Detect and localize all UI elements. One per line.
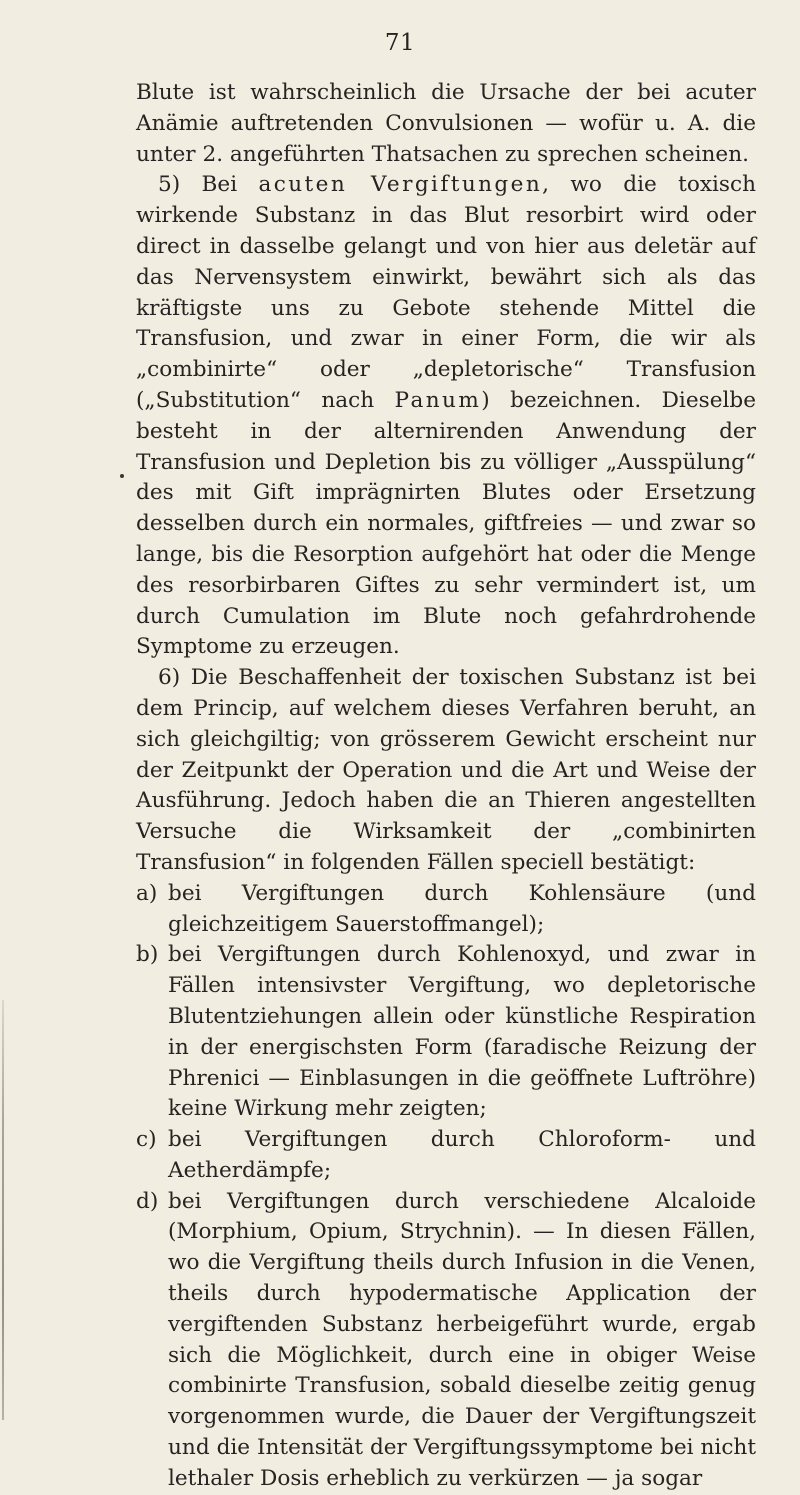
author-name-panum: Panum bbox=[394, 387, 482, 413]
paragraph-5 bbox=[136, 170, 756, 663]
list-text-a: bei Vergiftungen durch Kohlensäure (und gleichzeitigem Sauerstoffmangel); bbox=[168, 880, 756, 937]
paragraph-5-text-b: ) bezeichnen. Dieselbe besteht in der alternirenden Anwendung der Transfusion und Depletion bis zu völliger „Ausspülung“ des mit Gift imprägnirten Blutes oder Ersetzung desselben durch ein normales, giftfreies — und zwar so lange, bis die Resorption aufgehört hat oder die Menge des resorbirbaren Giftes zu sehr vermindert ist, um durch Cumulation im Blute noch gefahrdrohende Symptome zu erzeugen. bbox=[136, 387, 756, 660]
list-item-b bbox=[136, 940, 756, 1125]
list-item-c bbox=[136, 1125, 756, 1187]
list-marker-a: a) bbox=[136, 880, 158, 906]
list-marker-c: c) bbox=[136, 1127, 157, 1153]
list-text-c: bei Vergiftungen durch Chloroform- und Aetherdämpfe; bbox=[168, 1127, 756, 1183]
page-number: 71 bbox=[384, 30, 416, 56]
scan-edge-shadow bbox=[2, 1000, 4, 1420]
body-text bbox=[136, 78, 756, 1495]
list-text-b: bei Vergiftungen durch Kohlenoxyd, und zwar in Fällen intensivster Vergiftung, wo depletorische Blutentziehungen allein oder künstliche Respiration in der energischsten Form (faradische Reizung der Phrenici — Einblasungen in die geöffnete Luftröhre) keine Wirkung mehr zeigten; bbox=[168, 942, 756, 1122]
list-item-d bbox=[136, 1187, 756, 1495]
list-item-a bbox=[136, 879, 756, 941]
list-marker-d: d) bbox=[136, 1188, 159, 1214]
list-text-d: bei Vergiftungen durch verschiedene Alcaloide (Morphium, Opium, Strychnin). — In diesen Fällen, wo die Vergiftung theils durch Infusion in die Venen, theils durch hypodermatische Application der vergiftenden Substanz herbeigeführt wurde, ergab sich die Möglichkeit, durch eine in obiger Weise combinirte Transfusion, sobald dieselbe zeitig genug vorgenommen wurde, die Dauer der Vergiftungszeit und die Intensität der Vergiftungssymptome bei nicht lethaler Dosis erheblich zu verkürzen — ja sogar bbox=[168, 1188, 756, 1491]
paragraph-5-text-a: , wo die toxisch wirkende Substanz in das Blut resorbirt wird oder direct in dasselbe gelangt und von hier aus deletär auf das Nervensystem einwirkt, bewährt sich als das kräftigste uns zu Gebote stehende Mittel die Transfusion, und zwar in einer Form, die wir als „combinirte“ oder „depletorische“ Transfusion („Substitution“ nach bbox=[136, 172, 757, 413]
paragraph-6: 6) Die Beschaffenheit der toxischen Substanz ist bei dem Princip, auf welchem dieses Verfahren beruht, an sich gleichgiltig; von grösserem Gewicht erscheint nur der Zeitpunkt der Operation und die Art und Weise der Ausführung. Jedoch haben die an Thieren angestellten Versuche die Wirksamkeit der „combinirten Transfusion“ in folgenden Fällen speciell bestätigt: bbox=[136, 665, 756, 875]
paragraph-5-emphasis: acuten Vergiftungen bbox=[258, 172, 543, 198]
paragraph-5-number: 5) Bei bbox=[158, 172, 259, 198]
paragraph-continuation: Blute ist wahrscheinlich die Ursache der bei acuter Anämie auftretenden Convulsionen — wofür u. A. die unter 2. angeführten Thatsachen zu sprechen scheinen. bbox=[136, 80, 756, 167]
print-speck bbox=[120, 474, 124, 478]
list-marker-b: b) bbox=[136, 942, 159, 968]
